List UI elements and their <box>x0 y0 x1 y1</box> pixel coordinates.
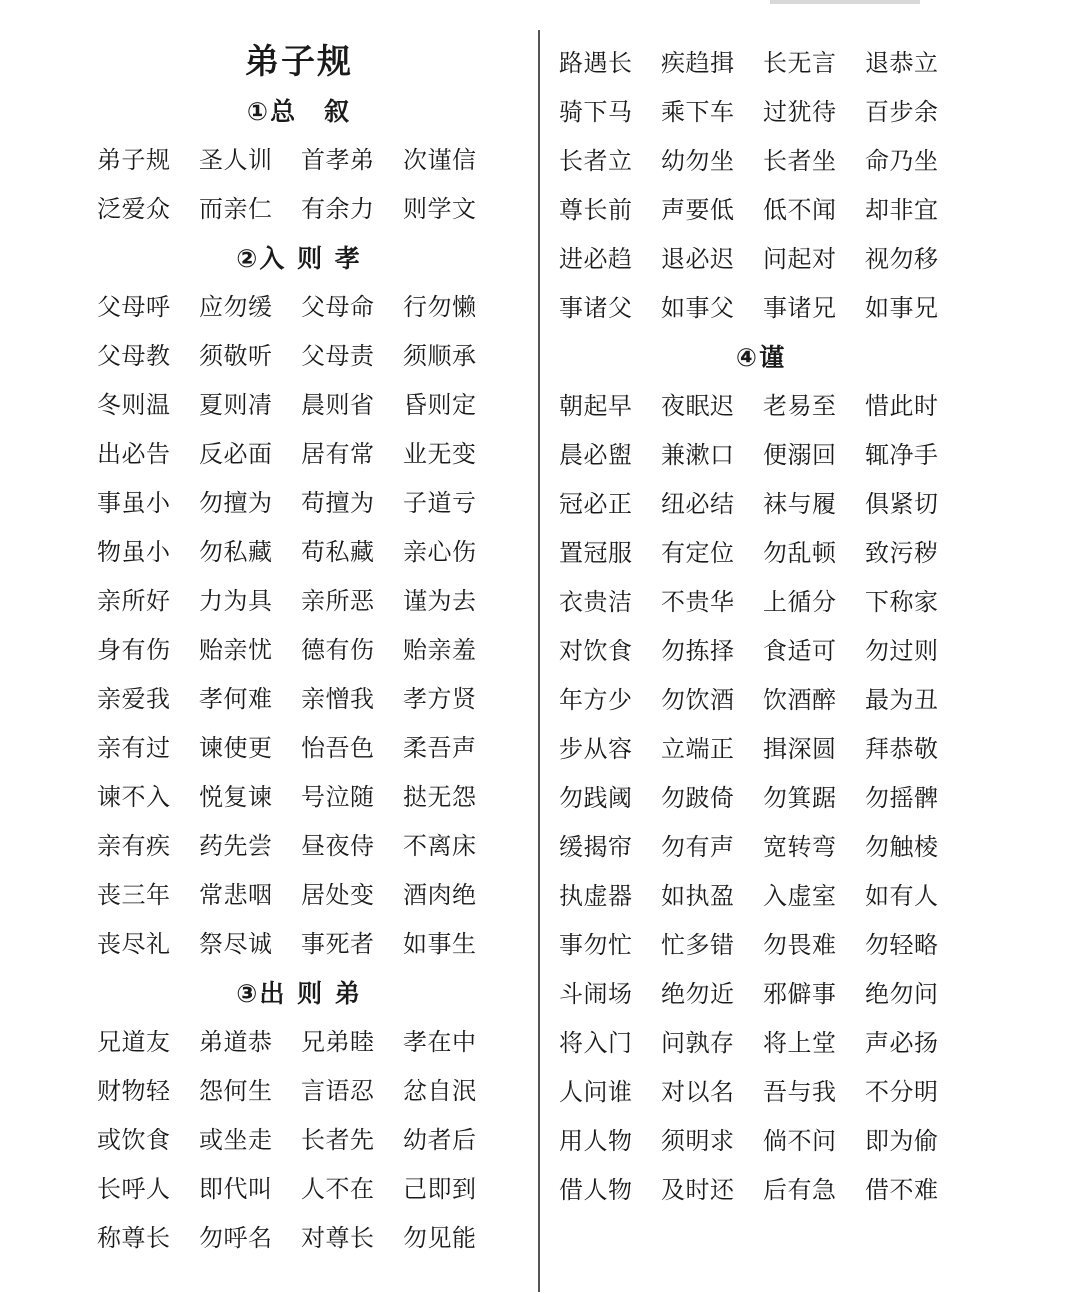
verse-phrase: 事虽小 <box>97 488 171 517</box>
verse-phrase: 怨何生 <box>199 1076 273 1105</box>
verse-phrase: 亲有疾 <box>97 831 171 860</box>
verse-phrase: 纽必结 <box>661 489 735 518</box>
verse-phrase: 反必面 <box>199 439 273 468</box>
verse-phrase: 兄道友 <box>97 1027 171 1056</box>
verse-row <box>97 725 505 765</box>
verse-phrase: 应勿缓 <box>199 292 273 321</box>
verse-phrase: 亲所好 <box>97 586 171 615</box>
verse-phrase: 勿私藏 <box>199 537 273 566</box>
verse-phrase: 问孰存 <box>661 1028 735 1057</box>
verse-phrase: 人不在 <box>301 1174 375 1203</box>
verse-row <box>97 186 505 226</box>
verse-phrase: 勿箕踞 <box>763 783 837 812</box>
verse-phrase: 居处变 <box>301 880 375 909</box>
verse-phrase: 如事兄 <box>865 293 939 322</box>
verse-phrase: 谏使更 <box>199 733 273 762</box>
verse-phrase: 尊长前 <box>559 195 633 224</box>
verse-row <box>559 775 967 815</box>
verse-phrase: 对以名 <box>661 1077 735 1106</box>
verse-row <box>97 431 505 471</box>
verse-phrase: 年方少 <box>559 685 633 714</box>
verse-phrase: 亲爱我 <box>97 684 171 713</box>
verse-phrase: 父母命 <box>301 292 375 321</box>
verse-phrase: 宽转弯 <box>763 832 837 861</box>
verse-row <box>559 187 967 227</box>
section-heading: ①总 叙 <box>246 97 352 126</box>
verse-phrase: 长无言 <box>763 48 837 77</box>
verse-phrase: 孝在中 <box>403 1027 477 1056</box>
verse-row <box>559 138 967 178</box>
verse-phrase: 执虚器 <box>559 881 633 910</box>
verse-phrase: 老易至 <box>763 391 837 420</box>
verse-phrase: 如事生 <box>403 929 477 958</box>
verse-phrase: 晨必盥 <box>559 440 633 469</box>
verse-phrase: 力为具 <box>199 586 273 615</box>
verse-phrase: 问起对 <box>763 244 837 273</box>
verse-phrase: 事诸父 <box>559 293 633 322</box>
verse-phrase: 勿践阈 <box>559 783 633 812</box>
verse-phrase: 晨则省 <box>301 390 375 419</box>
verse-phrase: 借人物 <box>559 1175 633 1204</box>
verse-phrase: 须顺承 <box>403 341 477 370</box>
verse-phrase: 身有伤 <box>97 635 171 664</box>
verse-row <box>559 922 967 962</box>
verse-phrase: 首孝弟 <box>301 145 375 174</box>
verse-phrase: 昼夜侍 <box>301 831 375 860</box>
verse-row <box>97 1019 505 1059</box>
verse-phrase: 最为丑 <box>865 685 939 714</box>
verse-phrase: 缓揭帘 <box>559 832 633 861</box>
verse-phrase: 祭尽诚 <box>199 929 273 958</box>
verse-row <box>559 432 967 472</box>
verse-phrase: 不贵华 <box>661 587 735 616</box>
verse-phrase: 疾趋揖 <box>661 48 735 77</box>
verse-phrase: 视勿移 <box>865 244 939 273</box>
verse-phrase: 长者立 <box>559 146 633 175</box>
verse-phrase: 退恭立 <box>865 48 939 77</box>
verse-phrase: 拜恭敬 <box>865 734 939 763</box>
verse-phrase: 常悲咽 <box>199 880 273 909</box>
verse-phrase: 弟道恭 <box>199 1027 273 1056</box>
verse-row <box>559 873 967 913</box>
verse-phrase: 惜此时 <box>865 391 939 420</box>
verse-phrase: 行勿懒 <box>403 292 477 321</box>
verse-phrase: 贻亲忧 <box>199 635 273 664</box>
verse-phrase: 人问谁 <box>559 1077 633 1106</box>
verse-phrase: 丧尽礼 <box>97 929 171 958</box>
verse-phrase: 长者先 <box>301 1125 375 1154</box>
verse-row <box>559 1069 967 1109</box>
verse-phrase: 有余力 <box>301 194 375 223</box>
verse-phrase: 业无变 <box>403 439 477 468</box>
verse-phrase: 药先尝 <box>199 831 273 860</box>
verse-phrase: 袜与履 <box>763 489 837 518</box>
verse-row <box>97 921 505 961</box>
verse-phrase: 声必扬 <box>865 1028 939 1057</box>
verse-phrase: 事死者 <box>301 929 375 958</box>
verse-row <box>97 1068 505 1108</box>
verse-phrase: 即为偷 <box>865 1126 939 1155</box>
verse-phrase: 绝勿问 <box>865 979 939 1008</box>
verse-phrase: 须敬听 <box>199 341 273 370</box>
verse-phrase: 辄净手 <box>865 440 939 469</box>
verse-phrase: 昏则定 <box>403 390 477 419</box>
verse-phrase: 上循分 <box>763 587 837 616</box>
verse-phrase: 斗闹场 <box>559 979 633 1008</box>
verse-phrase: 挞无怨 <box>403 782 477 811</box>
section-heading: ②入 则 孝 <box>236 244 362 273</box>
verse-phrase: 泛爱众 <box>97 194 171 223</box>
verse-phrase: 己即到 <box>403 1174 477 1203</box>
verse-row <box>559 383 967 423</box>
verse-phrase: 勿跛倚 <box>661 783 735 812</box>
verse-phrase: 乘下车 <box>661 97 735 126</box>
verse-phrase: 丧三年 <box>97 880 171 909</box>
verse-phrase: 悦复谏 <box>199 782 273 811</box>
verse-phrase: 即代叫 <box>199 1174 273 1203</box>
verse-phrase: 财物轻 <box>97 1076 171 1105</box>
verse-phrase: 忿自泯 <box>403 1076 477 1105</box>
verse-row <box>97 676 505 716</box>
verse-phrase: 居有常 <box>301 439 375 468</box>
verse-phrase: 借不难 <box>865 1175 939 1204</box>
verse-row <box>559 1020 967 1060</box>
verse-phrase: 贻亲羞 <box>403 635 477 664</box>
verse-phrase: 兼漱口 <box>661 440 735 469</box>
verse-phrase: 勿轻略 <box>865 930 939 959</box>
section-heading: ③出 则 弟 <box>236 979 362 1008</box>
verse-phrase: 称尊长 <box>97 1223 171 1252</box>
verse-row <box>97 333 505 373</box>
verse-phrase: 冬则温 <box>97 390 171 419</box>
verse-phrase: 亲有过 <box>97 733 171 762</box>
verse-phrase: 勿摇髀 <box>865 783 939 812</box>
document-title: 弟子规 <box>245 42 353 82</box>
verse-phrase: 命乃坐 <box>865 146 939 175</box>
verse-phrase: 如有人 <box>865 881 939 910</box>
verse-phrase: 邪僻事 <box>763 979 837 1008</box>
verse-phrase: 勿饮酒 <box>661 685 735 714</box>
verse-row <box>97 872 505 912</box>
verse-phrase: 低不闻 <box>763 195 837 224</box>
verse-phrase: 如事父 <box>661 293 735 322</box>
verse-phrase: 置冠服 <box>559 538 633 567</box>
verse-phrase: 及时还 <box>661 1175 735 1204</box>
verse-row <box>559 628 967 668</box>
verse-row <box>559 579 967 619</box>
verse-phrase: 步从容 <box>559 734 633 763</box>
verse-phrase: 将上堂 <box>763 1028 837 1057</box>
verse-phrase: 苟擅为 <box>301 488 375 517</box>
verse-phrase: 退必迟 <box>661 244 735 273</box>
verse-phrase: 须明求 <box>661 1126 735 1155</box>
verse-phrase: 事勿忙 <box>559 930 633 959</box>
verse-phrase: 亲心伤 <box>403 537 477 566</box>
verse-phrase: 德有伤 <box>301 635 375 664</box>
verse-phrase: 父母呼 <box>97 292 171 321</box>
verse-row <box>559 1118 967 1158</box>
verse-phrase: 夜眠迟 <box>661 391 735 420</box>
verse-phrase: 将入门 <box>559 1028 633 1057</box>
verse-phrase: 谨为去 <box>403 586 477 615</box>
verse-phrase: 怡吾色 <box>301 733 375 762</box>
verse-phrase: 过犹待 <box>763 97 837 126</box>
verse-phrase: 百步余 <box>865 97 939 126</box>
verse-phrase: 而亲仁 <box>199 194 273 223</box>
verse-row <box>559 481 967 521</box>
verse-phrase: 勿拣择 <box>661 636 735 665</box>
verse-row <box>97 137 505 177</box>
verse-phrase: 勿触棱 <box>865 832 939 861</box>
verse-phrase: 俱紧切 <box>865 489 939 518</box>
verse-row <box>97 823 505 863</box>
verse-phrase: 绝勿近 <box>661 979 735 1008</box>
verse-phrase: 弟子规 <box>97 145 171 174</box>
verse-phrase: 柔吾声 <box>403 733 477 762</box>
verse-row <box>559 530 967 570</box>
verse-phrase: 朝起早 <box>559 391 633 420</box>
verse-phrase: 言语忍 <box>301 1076 375 1105</box>
verse-phrase: 忙多错 <box>661 930 735 959</box>
verse-phrase: 对饮食 <box>559 636 633 665</box>
verse-phrase: 勿擅为 <box>199 488 273 517</box>
verse-row <box>559 236 967 276</box>
verse-row <box>97 529 505 569</box>
verse-phrase: 冠必正 <box>559 489 633 518</box>
verse-phrase: 却非宜 <box>865 195 939 224</box>
column-divider <box>538 30 540 1292</box>
verse-phrase: 夏则凊 <box>199 390 273 419</box>
verse-phrase: 物虽小 <box>97 537 171 566</box>
section-heading: ④谨 <box>735 343 787 372</box>
verse-row <box>559 40 967 80</box>
verse-phrase: 后有急 <box>763 1175 837 1204</box>
verse-phrase: 进必趋 <box>559 244 633 273</box>
verse-phrase: 有定位 <box>661 538 735 567</box>
verse-phrase: 入虚室 <box>763 881 837 910</box>
verse-phrase: 幼勿坐 <box>661 146 735 175</box>
verse-phrase: 不分明 <box>865 1077 939 1106</box>
verse-phrase: 饮酒醉 <box>763 685 837 714</box>
verse-phrase: 酒肉绝 <box>403 880 477 909</box>
top-edge-fragment <box>770 0 920 4</box>
verse-phrase: 立端正 <box>661 734 735 763</box>
verse-phrase: 或饮食 <box>97 1125 171 1154</box>
verse-phrase: 致污秽 <box>865 538 939 567</box>
verse-phrase: 幼者后 <box>403 1125 477 1154</box>
verse-phrase: 不离床 <box>403 831 477 860</box>
verse-phrase: 次谨信 <box>403 145 477 174</box>
verse-phrase: 便溺回 <box>763 440 837 469</box>
verse-phrase: 出必告 <box>97 439 171 468</box>
verse-phrase: 如执盈 <box>661 881 735 910</box>
verse-row <box>559 726 967 766</box>
verse-row <box>559 677 967 717</box>
verse-phrase: 勿见能 <box>403 1223 477 1252</box>
verse-row <box>97 480 505 520</box>
verse-phrase: 对尊长 <box>301 1223 375 1252</box>
verse-phrase: 谏不入 <box>97 782 171 811</box>
verse-phrase: 倘不问 <box>763 1126 837 1155</box>
verse-row <box>97 578 505 618</box>
verse-phrase: 衣贵洁 <box>559 587 633 616</box>
verse-row <box>97 284 505 324</box>
verse-row <box>559 285 967 325</box>
verse-row <box>559 1167 967 1207</box>
verse-phrase: 路遇长 <box>559 48 633 77</box>
verse-phrase: 声要低 <box>661 195 735 224</box>
verse-phrase: 下称家 <box>865 587 939 616</box>
verse-row <box>97 1117 505 1157</box>
verse-phrase: 勿过则 <box>865 636 939 665</box>
verse-phrase: 勿乱顿 <box>763 538 837 567</box>
verse-row <box>97 382 505 422</box>
verse-phrase: 食适可 <box>763 636 837 665</box>
verse-row <box>559 824 967 864</box>
verse-phrase: 父母责 <box>301 341 375 370</box>
verse-phrase: 父母教 <box>97 341 171 370</box>
verse-phrase: 长呼人 <box>97 1174 171 1203</box>
verse-phrase: 孝方贤 <box>403 684 477 713</box>
verse-phrase: 则学文 <box>403 194 477 223</box>
verse-phrase: 圣人训 <box>199 145 273 174</box>
verse-row <box>97 1166 505 1206</box>
verse-phrase: 勿有声 <box>661 832 735 861</box>
verse-phrase: 苟私藏 <box>301 537 375 566</box>
verse-phrase: 勿呼名 <box>199 1223 273 1252</box>
verse-row <box>97 774 505 814</box>
verse-phrase: 子道亏 <box>403 488 477 517</box>
verse-phrase: 长者坐 <box>763 146 837 175</box>
verse-phrase: 事诸兄 <box>763 293 837 322</box>
verse-row <box>97 627 505 667</box>
verse-phrase: 用人物 <box>559 1126 633 1155</box>
verse-phrase: 亲憎我 <box>301 684 375 713</box>
verse-phrase: 勿畏难 <box>763 930 837 959</box>
verse-phrase: 或坐走 <box>199 1125 273 1154</box>
verse-phrase: 揖深圆 <box>763 734 837 763</box>
verse-row <box>559 971 967 1011</box>
verse-phrase: 号泣随 <box>301 782 375 811</box>
verse-phrase: 骑下马 <box>559 97 633 126</box>
verse-row <box>97 1215 505 1255</box>
verse-phrase: 孝何难 <box>199 684 273 713</box>
verse-phrase: 亲所恶 <box>301 586 375 615</box>
verse-phrase: 吾与我 <box>763 1077 837 1106</box>
verse-phrase: 兄弟睦 <box>301 1027 375 1056</box>
verse-row <box>559 89 967 129</box>
